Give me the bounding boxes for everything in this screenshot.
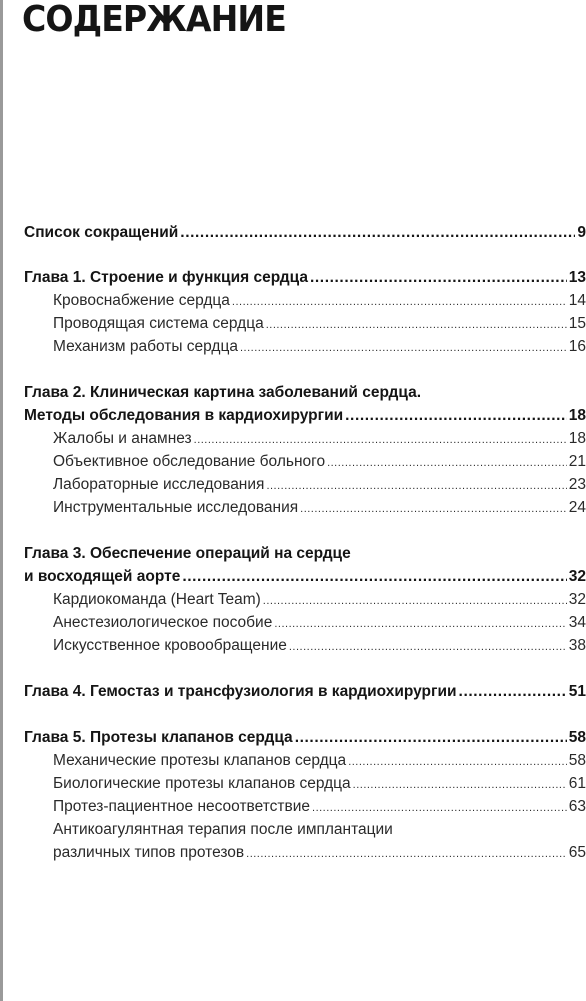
toc-entry-label: и восходящей аорте — [24, 568, 181, 585]
toc-page-number: 23 — [568, 476, 586, 493]
dot-leader — [348, 751, 567, 772]
toc-entry-label: Лабораторные исследования — [53, 476, 265, 493]
dot-leader — [266, 314, 567, 335]
toc-entry-label: Механические протезы клапанов сердца — [53, 752, 347, 769]
dot-leader — [194, 429, 567, 450]
dot-leader — [266, 475, 566, 496]
toc-entry-label: Проводящая система сердца — [53, 315, 264, 332]
toc-entry-chapter-4[interactable] — [24, 680, 586, 703]
toc-subentry[interactable] — [24, 473, 586, 496]
toc-entry-chapter-3[interactable] — [24, 565, 586, 588]
toc-page-number: 32 — [568, 568, 586, 585]
toc-subentry[interactable] — [24, 588, 586, 611]
toc-page-number: 14 — [568, 292, 586, 309]
toc-entry-label: Анестезиологическое пособие — [53, 614, 273, 631]
toc-entry-label: Искусственное кровообращение — [53, 637, 287, 654]
toc-page-number: 38 — [568, 637, 586, 654]
toc-entry-label: Жалобы и анамнез — [53, 430, 192, 447]
toc-entry-label: Глава 1. Строение и функция сердца — [24, 269, 308, 286]
dot-leader — [263, 590, 567, 611]
dot-leader — [182, 565, 566, 588]
page-title: СОДЕРЖАНИЕ — [22, 0, 286, 40]
toc-page-number: 32 — [568, 591, 586, 608]
toc-subentry[interactable] — [24, 427, 586, 450]
toc-page-number: 16 — [568, 338, 586, 355]
dot-leader — [310, 266, 567, 289]
toc-entry-chapter-3-line1[interactable]: Глава 3. Обеспечение операций на сердце — [24, 545, 351, 562]
toc-page-number: 58 — [568, 752, 586, 769]
toc-subentry[interactable] — [24, 289, 586, 312]
toc-subentry[interactable] — [24, 749, 586, 772]
toc-entry-label: Глава 4. Гемостаз и трансфузиология в кардиохирургии — [24, 683, 457, 700]
toc-subentry[interactable] — [24, 450, 586, 473]
toc-entry-label: Кардиокоманда (Heart Team) — [53, 591, 261, 608]
toc-page-number: 61 — [568, 775, 586, 792]
toc-subentry[interactable] — [24, 335, 586, 358]
toc-page-number: 58 — [568, 729, 586, 746]
toc-page-number: 63 — [568, 798, 586, 815]
dot-leader — [312, 797, 567, 818]
toc-page-number: 15 — [568, 315, 586, 332]
toc-subentry[interactable] — [24, 795, 586, 818]
toc-page-number: 21 — [568, 453, 586, 470]
dot-leader — [459, 680, 567, 703]
toc-entry-chapter-2[interactable] — [24, 404, 586, 427]
toc-entry-label: Инструментальные исследования — [53, 499, 299, 516]
toc-entry-label: Биологические протезы клапанов сердца — [53, 775, 351, 792]
toc-entry-label: Протез-пациентное несоответствие — [53, 798, 311, 815]
dot-leader — [345, 404, 567, 427]
toc-page-number: 65 — [568, 844, 586, 861]
toc-entry-label: Кровоснабжение сердца — [53, 292, 230, 309]
dot-leader — [274, 613, 566, 634]
toc-page-number: 24 — [568, 499, 586, 516]
page-edge — [0, 0, 3, 1001]
toc-subentry[interactable] — [24, 312, 586, 335]
toc-subentry[interactable] — [24, 496, 586, 519]
toc-page-number: 13 — [568, 269, 586, 286]
toc-entry-label: Объективное обследование больного — [53, 453, 326, 470]
toc-entry-label: Методы обследования в кардиохирургии — [24, 407, 344, 424]
toc-subentry[interactable] — [24, 772, 586, 795]
toc-entry-abbreviations[interactable] — [24, 221, 586, 244]
dot-leader — [295, 726, 567, 749]
dot-leader — [232, 291, 567, 312]
dot-leader — [246, 843, 567, 864]
dot-leader — [240, 337, 567, 358]
toc-entry-chapter-2-line1[interactable]: Глава 2. Клиническая картина заболеваний сердца. — [24, 384, 422, 401]
toc-entry-label: Глава 5. Протезы клапанов сердца — [24, 729, 293, 746]
dot-leader — [180, 221, 575, 244]
toc-page-number: 9 — [577, 224, 586, 241]
dot-leader — [327, 452, 567, 473]
toc-subentry[interactable] — [24, 634, 586, 657]
toc-page-number: 34 — [568, 614, 586, 631]
toc-entry-label: Список сокращений — [24, 224, 179, 241]
toc-page-number: 18 — [568, 407, 586, 424]
toc-entry-chapter-5[interactable] — [24, 726, 586, 749]
toc-page-number: 18 — [568, 430, 586, 447]
toc-entry-chapter-1[interactable] — [24, 266, 586, 289]
dot-leader — [353, 774, 567, 795]
dot-leader — [300, 498, 567, 519]
toc-subentry[interactable] — [24, 611, 586, 634]
toc-subentry[interactable] — [24, 841, 586, 864]
toc-entry-label: различных типов протезов — [53, 844, 245, 861]
dot-leader — [289, 636, 567, 657]
toc-subentry-line1[interactable]: Антикоагулянтная терапия после имплантации — [53, 821, 393, 838]
table-of-contents — [24, 221, 586, 864]
toc-entry-label: Механизм работы сердца — [53, 338, 238, 355]
toc-page-number: 51 — [568, 683, 586, 700]
